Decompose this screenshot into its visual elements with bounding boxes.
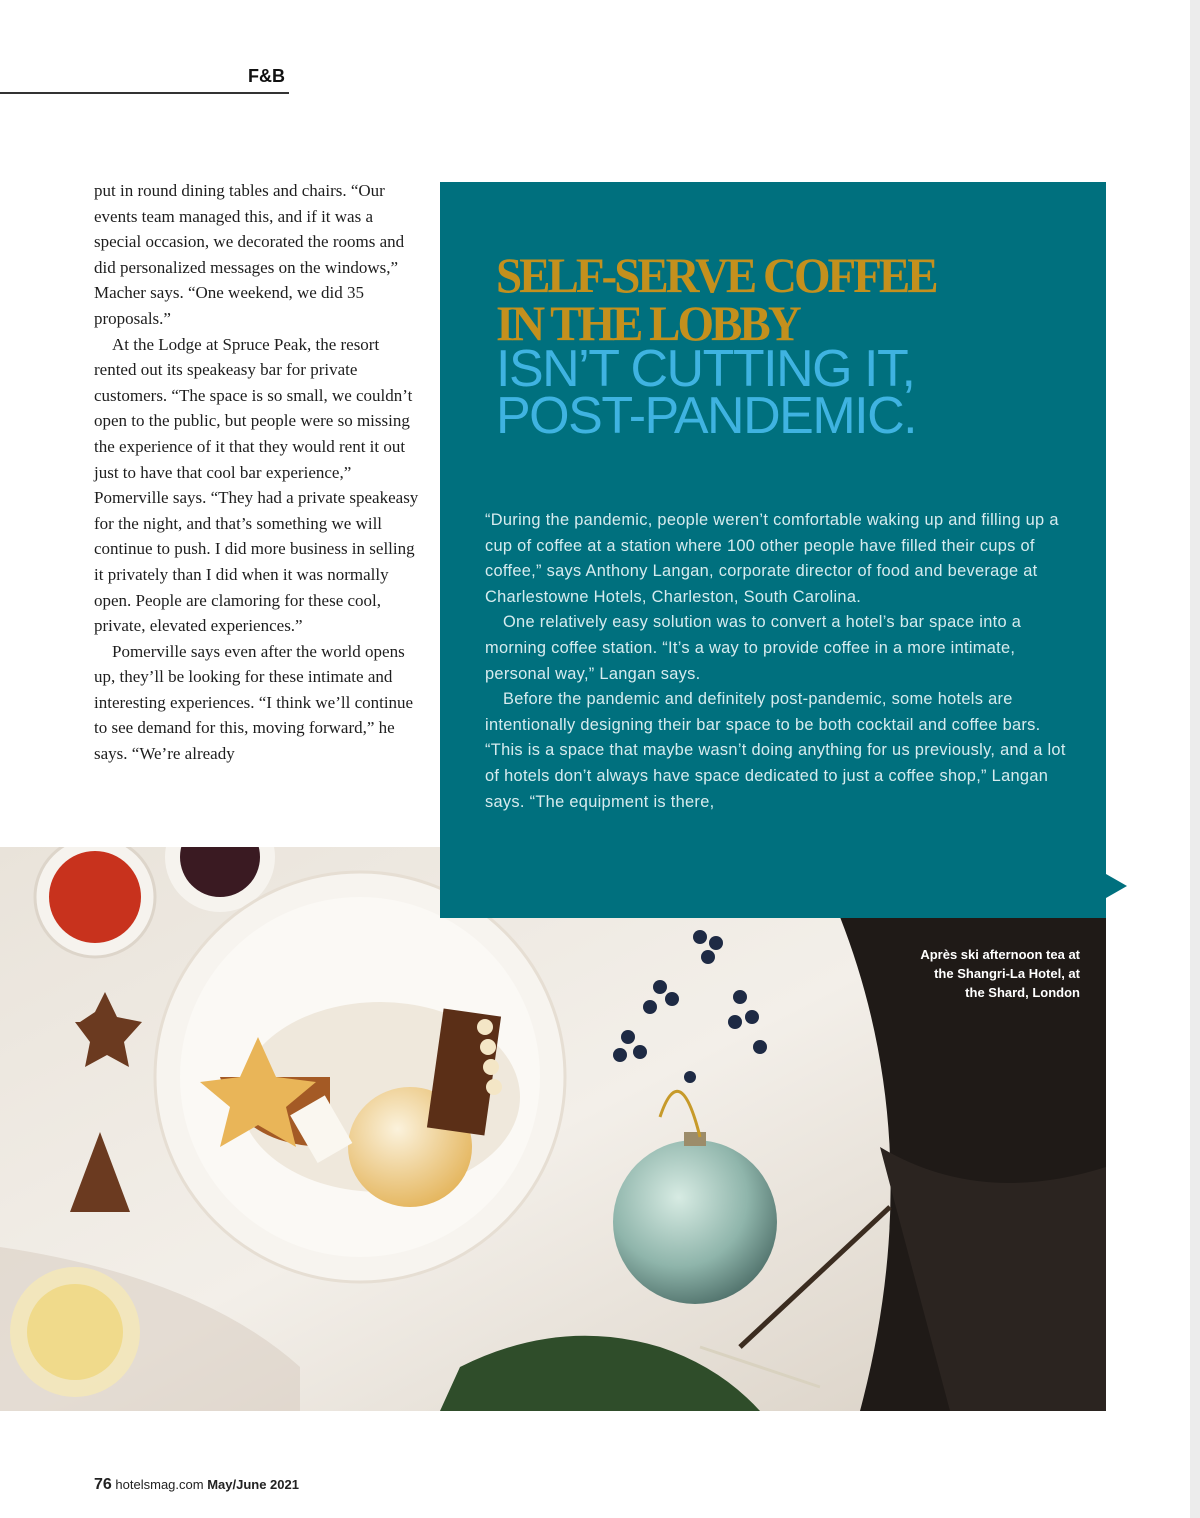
callout-paragraph: “During the pandemic, people weren’t comfortable waking up and filling up a cup of coffee at a station where 100 other people have filled their cups of coffee,” says Anthony Langan, corporate director of food and beverage at Charlestowne Hotels, Charleston, South Carolina. (485, 511, 1059, 606)
afternoon-tea-photo (0, 847, 1106, 1411)
left-column-article (94, 178, 420, 767)
callout-headline-bold-line: SELF-SERVE COFFEE (496, 248, 936, 304)
page-footer (94, 1476, 299, 1494)
callout-headline-light (496, 340, 1096, 445)
page-number: 76 (94, 1476, 112, 1493)
callout-headline-bold (496, 248, 1096, 352)
section-tag: F&B (248, 66, 285, 86)
section-rule (0, 92, 289, 94)
left-paragraph: put in round dining tables and chairs. “Our events team managed this, and if it was a special occasion, we decorated the rooms and did personalized messages on the windows,” Macher says. “One weekend, we did 35 proposals.” (94, 181, 405, 328)
callout-headline-light-line: ISN’T CUTTING IT, (496, 340, 915, 398)
left-paragraph: At the Lodge at Spruce Peak, the resort rented out its speakeasy bar for private customers. “The space is so small, we couldn’t open to the public, but people were so missing the experience of it that they would rent it out just to have that cool bar experience,” Pomerville says. “They had a private speakeasy for the night, and that’s something we will continue to push. I did more business in selling it privately than I did when it was normally open. People are clamoring for these cool, private, elevated experiences.” (94, 334, 419, 636)
callout-body (485, 508, 1075, 815)
callout-headline-light-line: POST-PANDEMIC. (496, 387, 917, 445)
callout-paragraph: Before the pandemic and definitely post-pandemic, some hotels are intentionally designing their bar space to be both cocktail and coffee bars. “This is a space that maybe wasn’t doing anything for us previously, and a lot of hotels don’t always have space dedicated to just a coffee shop,” Langan says. “The equipment is there, (485, 690, 1066, 811)
photo-caption: Après ski afternoon tea at the Shangri-La Hotel, at the Shard, London (920, 947, 1080, 1000)
site-name: hotelsmag.com (115, 1477, 204, 1492)
issue-date: May/June 2021 (207, 1477, 299, 1492)
callout-paragraph: One relatively easy solution was to convert a hotel’s bar space into a morning coffee station. “It’s a way to provide coffee in a more intimate, personal way,” Langan says. (485, 613, 1022, 683)
callout-box (440, 182, 1106, 918)
left-paragraph: Pomerville says even after the world opens up, they’ll be looking for these intimate and interesting experiences. “I think we’ll continue to see demand for this, moving forward,” he says. “We’re already (94, 641, 414, 764)
continue-arrow-icon (1106, 874, 1127, 898)
page-edge (1190, 0, 1200, 1518)
callout-headline-bold-line: IN THE LOBBY (496, 297, 799, 352)
